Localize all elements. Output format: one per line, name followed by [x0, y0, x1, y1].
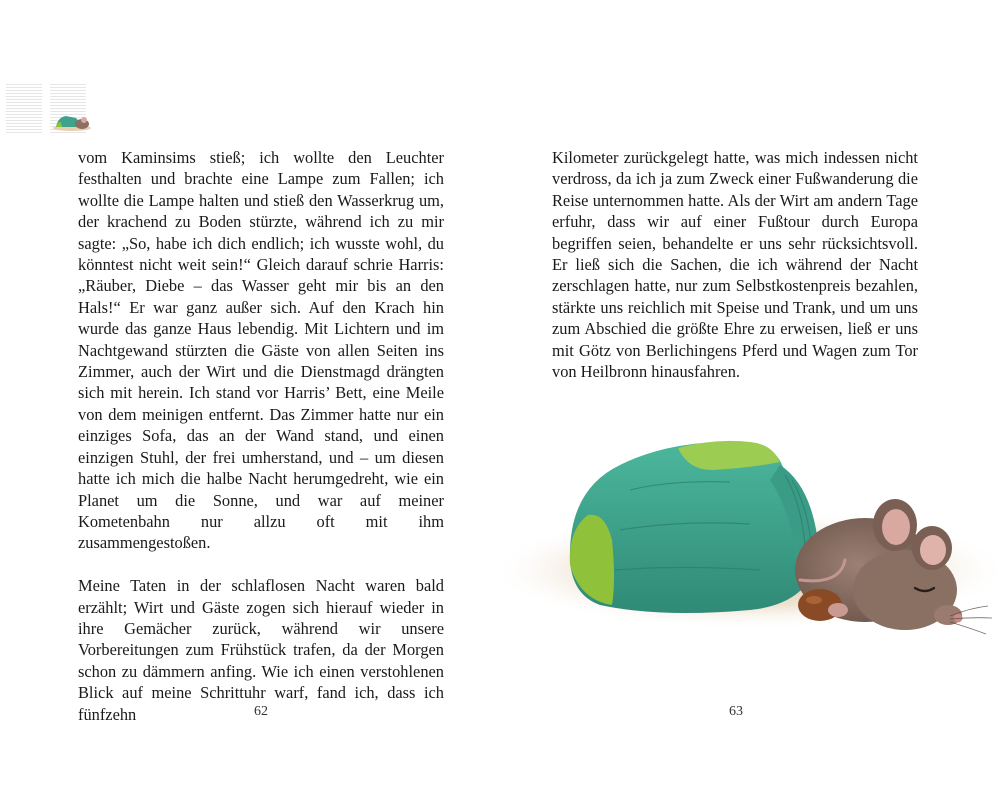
right-paragraph-1: Kilometer zurückgelegt hatte, was mich indessen nicht verdross, da ich ja zum Zweck einer Fußwanderung die Reise unternommen hatte. Als der Wirt am andern Tage erfuhr, dass wir auf einer Fußtour durch Europa begriffen seien, behandelte er uns sehr rücksichtsvoll. Er ließ sich die Sachen, die ich während der Nacht zerschlagen hatte, nur zum Selbstkostenpreis bezahlen, stärkte uns reichlich mit Speise und Trank, und um uns zum Abschied die größte Ehre zu erweisen, ließ er uns mit Götz von Berlichingens Pferd und Wagen zum Tor von Heilbronn hinausfahren.	[552, 148, 918, 382]
sleeping-mouse-in-sock-illustration	[500, 420, 1000, 690]
left-page-number: 62	[254, 704, 268, 719]
spread-thumbnail[interactable]	[6, 84, 88, 134]
mouse-paw	[828, 603, 848, 617]
right-page-number: 63	[729, 704, 743, 719]
left-page-body	[78, 147, 444, 725]
mouse-ear-back-inner	[882, 509, 910, 545]
mouse-ear-front-inner	[920, 535, 946, 565]
thumbnail-left-page	[6, 84, 42, 134]
left-paragraph-2: Meine Taten in der schlaflosen Nacht waren bald erzählt; Wirt und Gäste zogen sich hierauf wieder in ihre Gemächer zurück, während wir unsere Vorbereitungen zum Frühstück trafen, da der Morgen schon zu dämmern anfing. Wie ich einen verstohlenen Blick auf meine Schrittuhr warf, fand ich, dass ich fünfzehn	[78, 576, 444, 724]
left-paragraph-1: vom Kaminsims stieß; ich wollte den Leuchter festhalten und brachte eine Lampe zum Fallen; ich wollte die Lampe halten und stieß den Wasserkrug um, der krachend zu Boden stürzte, während ich zu mir sagte: „So, habe ich dich endlich; ich wusste wohl, du könntest nicht weit sein!“ Gleich darauf schrie Harris: „Räuber, Diebe – das Wasser geht mir bis an den Hals!“ Er war ganz außer sich. Auf den Krach hin wurde das ganze Haus lebendig. Mit Lichtern und im Nachtgewand stürzten die Gäste von allen Seiten ins Zimmer, auch der Wirt und die Dienstmagd drängten sich mit herein. Ich stand vor Harris’ Bett, eine Meile von dem meinigen entfernt. Das Zimmer hatte nur ein einziges Sofa, das an der Wand stand, und einen einzigen Stuhl, der frei umherstand, und – um diesen hatte ich mich die halbe Nacht herumgedreht, wie ein Planet um die Sonne, und war auf meiner Kometenbahn nur allzu oft mit ihm zusammengestoßen.	[78, 148, 444, 553]
hazelnut-highlight	[806, 596, 822, 604]
right-page-body	[552, 147, 918, 382]
thumbnail-mouse-icon	[52, 112, 92, 132]
